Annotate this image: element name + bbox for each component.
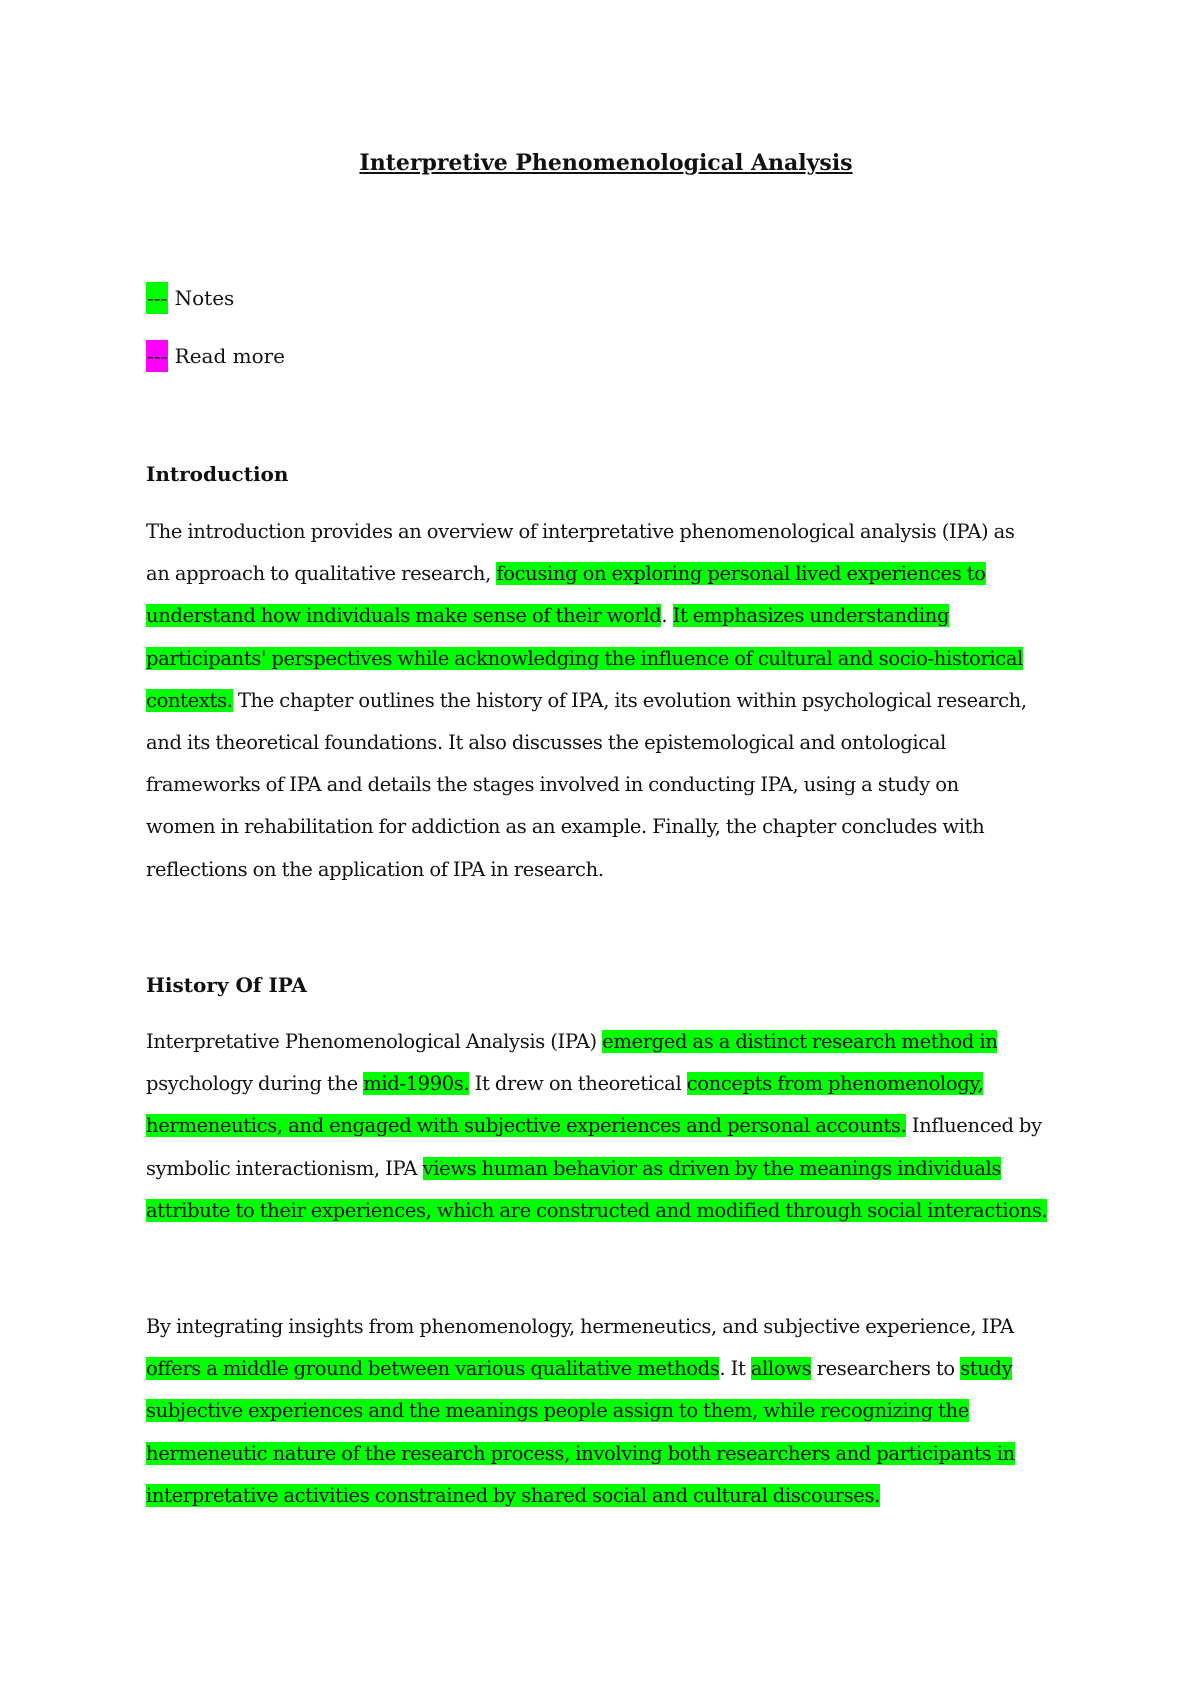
paragraph-line [146, 849, 1086, 891]
highlighted-text: understand how individuals make sense of their world [146, 604, 662, 628]
body-text: Interpretative Phenomenological Analysis (IPA) [146, 1030, 603, 1053]
body-text: and its theoretical foundations. It also discusses the epistemological and ontological [146, 730, 947, 754]
paragraph-line [146, 638, 1086, 680]
section-heading-introduction: Introduction [146, 462, 289, 486]
body-text: By integrating insights from phenomenology, hermeneutics, and subjective experience, IPA [146, 1315, 1014, 1338]
paragraph-line [146, 1390, 1086, 1432]
highlighted-text: focusing on exploring personal lived experiences to [496, 562, 986, 586]
paragraph-line [146, 680, 1086, 722]
body-text: The introduction provides an overview of interpretative phenomenological analysis (IPA) as [146, 520, 1015, 543]
paragraph-history [146, 1021, 1086, 1232]
legend-notes [146, 282, 234, 314]
paragraph-line [146, 511, 1086, 553]
body-text: . It [719, 1357, 751, 1381]
highlighted-text: concepts from phenomenology, [686, 1072, 984, 1096]
paragraph-line [146, 553, 1086, 595]
highlighted-text: participants' perspectives while acknowledging the influence of cultural and socio-historical [146, 646, 1024, 670]
section-heading-history: History Of IPA [146, 973, 307, 997]
highlighted-text: interpretative activities constrained by shared social and cultural discourses. [146, 1483, 880, 1507]
body-text: The chapter outlines the history of IPA, its evolution within psychological research, [232, 688, 1027, 712]
highlighted-text: study [960, 1357, 1013, 1381]
highlighted-text: views human behavior as driven by the meanings individuals [422, 1156, 1002, 1180]
body-text: frameworks of IPA and details the stages involved in conducting IPA, using a study on [146, 773, 959, 797]
paragraph-integration [146, 1306, 1086, 1517]
body-text: . [661, 604, 673, 628]
paragraph-line [146, 1148, 1086, 1190]
legend-read-more [146, 340, 285, 372]
paragraph-line [146, 764, 1086, 806]
body-text: an approach to qualitative research, [146, 562, 497, 586]
body-text: reflections on the application of IPA in research. [146, 857, 604, 881]
paragraph-line [146, 1475, 1086, 1517]
legend-read-more-swatch: --- [146, 340, 168, 372]
body-text: psychology during the [146, 1072, 364, 1096]
legend-notes-label: Notes [174, 286, 235, 310]
highlighted-text: emerged as a distinct research method in [602, 1030, 998, 1053]
paragraph-line [146, 1063, 1086, 1105]
highlighted-text: mid-1990s. [363, 1072, 470, 1096]
page-title: Interpretive Phenomenological Analysis [359, 150, 853, 176]
paragraph-line [146, 1306, 1086, 1348]
legend-read-more-label: Read more [174, 344, 286, 368]
paragraph-introduction [146, 511, 1086, 891]
highlighted-text: allows [750, 1357, 812, 1381]
paragraph-line [146, 1433, 1086, 1475]
body-text: Influenced by [906, 1114, 1042, 1138]
body-text: women in rehabilitation for addiction as an example. Finally, the chapter concludes with [146, 815, 985, 839]
highlighted-text: offers a middle ground between various qualitative methods [146, 1357, 720, 1381]
highlighted-text: contexts. [146, 688, 233, 712]
body-text: researchers to [811, 1357, 961, 1381]
paragraph-line [146, 1348, 1086, 1390]
paragraph-line [146, 806, 1086, 848]
legend-notes-swatch: --- [146, 282, 168, 314]
highlighted-text: attribute to their experiences, which are constructed and modified through social interactions. [146, 1198, 1048, 1222]
paragraph-line [146, 1190, 1086, 1232]
paragraph-line [146, 595, 1086, 637]
paragraph-line [146, 722, 1086, 764]
highlighted-text: hermeneutics, and engaged with subjective experiences and personal accounts. [146, 1114, 907, 1138]
highlighted-text: subjective experiences and the meanings people assign to them, while recognizing the [146, 1399, 969, 1423]
paragraph-line [146, 1021, 1086, 1063]
paragraph-line [146, 1105, 1086, 1147]
highlighted-text: hermeneutic nature of the research process, involving both researchers and participants in [146, 1441, 1015, 1465]
body-text: symbolic interactionism, IPA [146, 1156, 423, 1180]
body-text: It drew on theoretical [469, 1072, 687, 1096]
highlighted-text: It emphasizes understanding [672, 604, 950, 628]
